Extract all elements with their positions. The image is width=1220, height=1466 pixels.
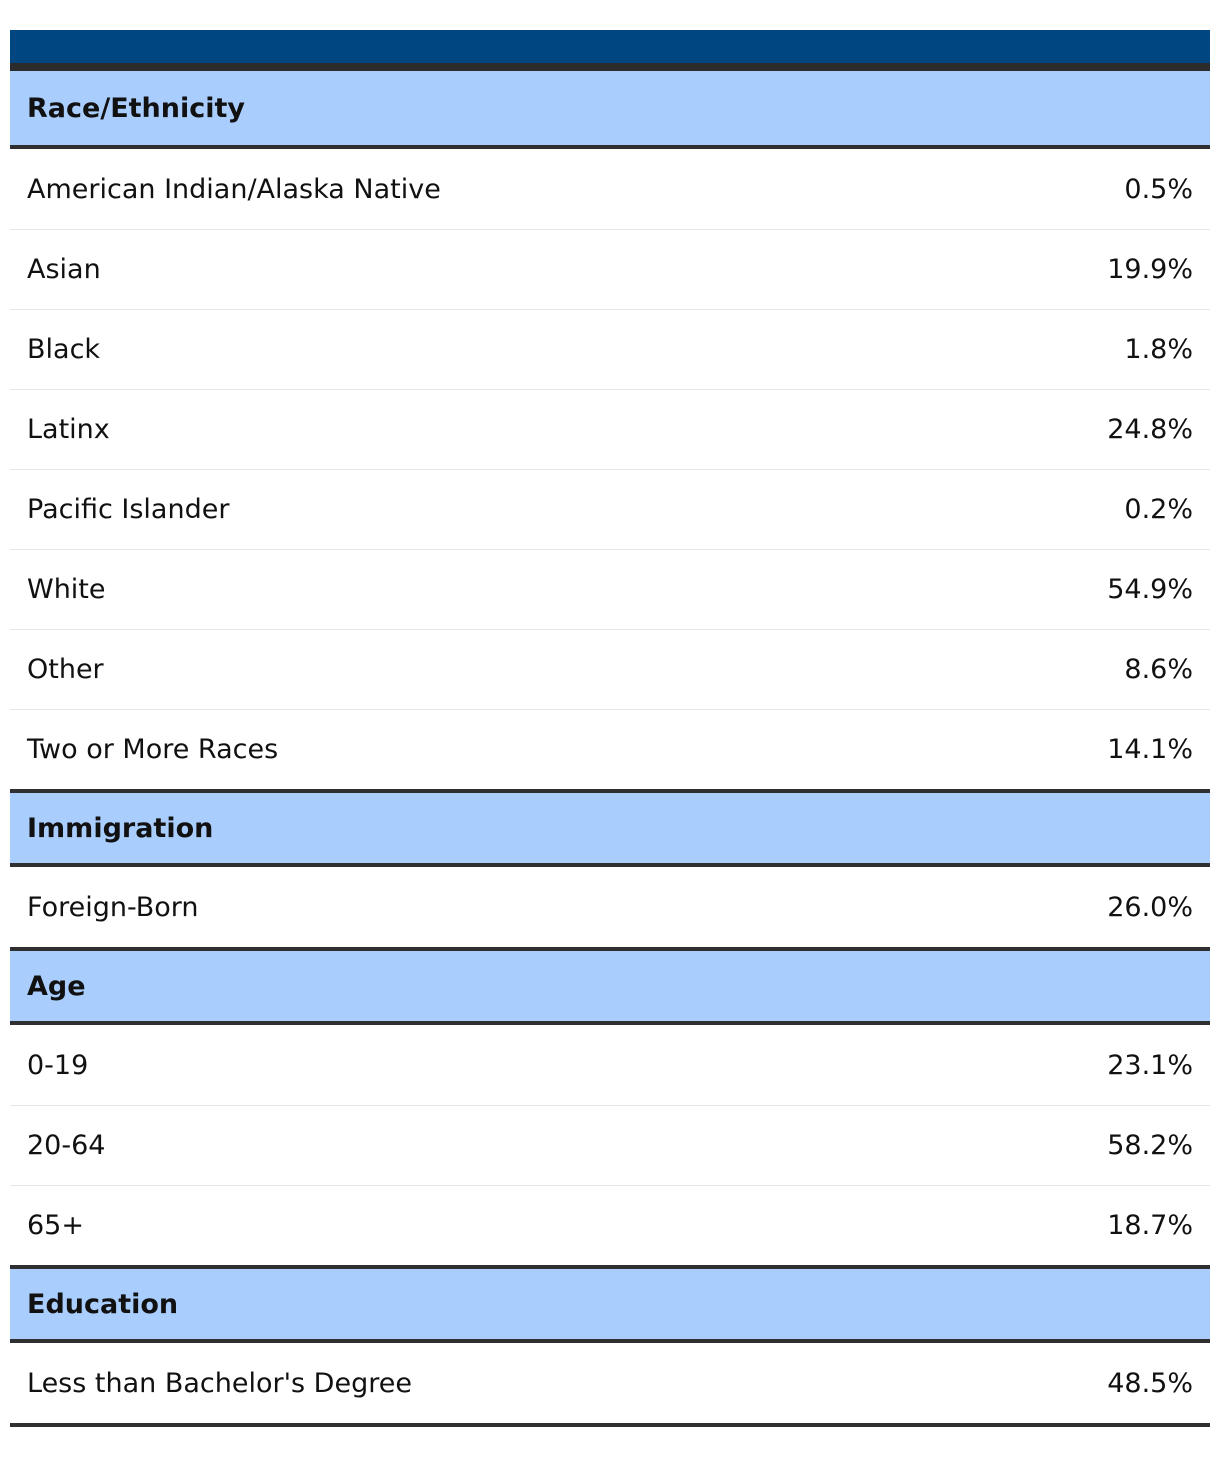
table-row — [10, 1105, 1210, 1185]
section-header-age — [10, 947, 1210, 1025]
table-row — [10, 709, 1210, 789]
row-value: 58.2% — [1107, 1130, 1193, 1161]
row-label: Foreign-Born — [27, 891, 199, 923]
section-header-race-ethnicity — [10, 71, 1210, 149]
row-value: 8.6% — [1124, 654, 1193, 685]
row-value: 19.9% — [1107, 254, 1193, 285]
section-heading: Education — [27, 1288, 179, 1320]
row-value: 0.2% — [1124, 494, 1193, 525]
table-title-rule — [10, 63, 1210, 71]
row-label: White — [27, 574, 106, 605]
row-value: 23.1% — [1107, 1049, 1193, 1081]
table-row — [10, 1343, 1210, 1423]
row-label: 20-64 — [27, 1130, 106, 1161]
table-row — [10, 149, 1210, 229]
section-header-immigration — [10, 789, 1210, 867]
demographics-table — [10, 30, 1210, 1427]
table-row — [10, 469, 1210, 549]
row-label: American Indian/Alaska Native — [27, 173, 441, 205]
row-value: 24.8% — [1107, 414, 1193, 445]
section-header-education — [10, 1265, 1210, 1343]
table-title-bar — [10, 30, 1210, 63]
row-value: 14.1% — [1107, 734, 1193, 765]
table-row — [10, 867, 1210, 947]
row-value: 18.7% — [1107, 1210, 1193, 1241]
row-value: 54.9% — [1107, 574, 1193, 605]
table-row — [10, 309, 1210, 389]
section-heading: Immigration — [27, 812, 214, 844]
row-value: 1.8% — [1124, 334, 1193, 365]
row-label: Two or More Races — [27, 734, 279, 765]
table-row — [10, 1185, 1210, 1265]
row-label: Pacific Islander — [27, 494, 230, 525]
table-row — [10, 389, 1210, 469]
table-bottom-rule — [10, 1423, 1210, 1427]
table-row — [10, 229, 1210, 309]
section-heading: Race/Ethnicity — [27, 92, 246, 124]
row-label: Less than Bachelor's Degree — [27, 1367, 412, 1399]
row-label: Latinx — [27, 414, 110, 445]
row-label: Black — [27, 334, 101, 365]
row-label: Asian — [27, 254, 101, 285]
row-label: 0-19 — [27, 1049, 89, 1081]
row-value: 48.5% — [1107, 1367, 1193, 1399]
table-row — [10, 549, 1210, 629]
row-label: 65+ — [27, 1210, 84, 1241]
row-value: 0.5% — [1124, 173, 1193, 205]
section-heading: Age — [27, 970, 86, 1002]
table-row — [10, 629, 1210, 709]
row-value: 26.0% — [1107, 891, 1193, 923]
table-row — [10, 1025, 1210, 1105]
row-label: Other — [27, 654, 104, 685]
